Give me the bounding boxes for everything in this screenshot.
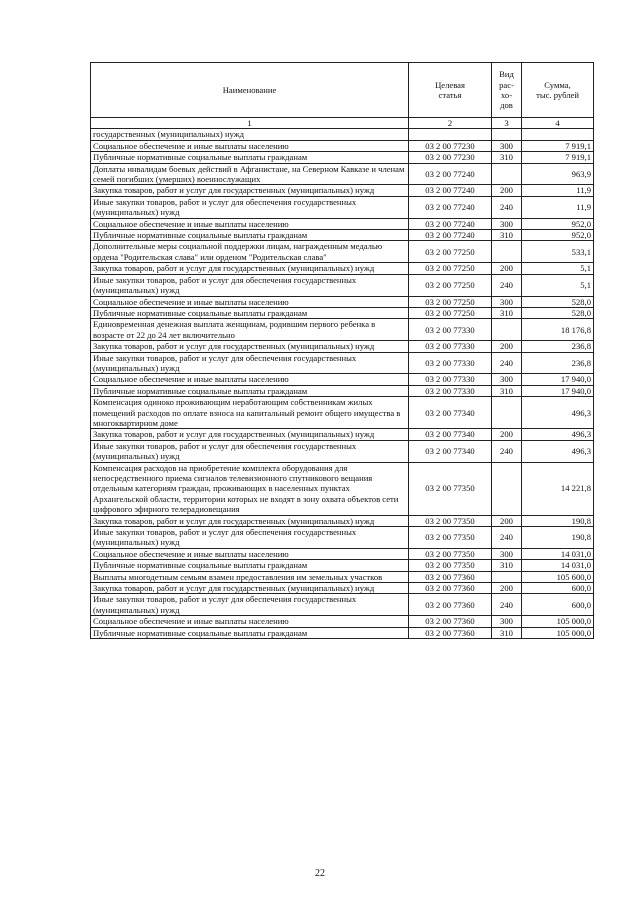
row-code-cell: 03 2 00 77350 [409,560,492,571]
row-vid-cell: 310 [492,627,522,638]
row-code-cell: 03 2 00 77360 [409,616,492,627]
row-sum-cell: 528,0 [522,296,594,307]
table-row [91,374,594,385]
row-vid-cell: 300 [492,374,522,385]
table-row [91,296,594,307]
row-vid-cell: 200 [492,185,522,196]
row-vid-cell: 240 [492,196,522,218]
row-code-cell: 03 2 00 77330 [409,374,492,385]
table-row [91,571,594,582]
table-row [91,129,594,140]
row-sum-cell [522,129,594,140]
table-row [91,352,594,374]
table-row [91,218,594,229]
table-row [91,429,594,440]
row-name-cell: Социальное обеспечение и иные выплаты населению [91,374,409,385]
header-name: Наименование [91,63,409,118]
row-vid-cell [492,571,522,582]
table-row [91,397,594,429]
table-row [91,440,594,462]
column-number-row [91,118,594,129]
row-name-cell: Публичные нормативные социальные выплаты гражданам [91,385,409,396]
budget-table [90,62,594,639]
row-name-cell: Иные закупки товаров, работ и услуг для обеспечения государственных (муниципальных) нужд [91,274,409,296]
row-vid-cell [492,241,522,263]
row-sum-cell: 190,8 [522,515,594,526]
row-sum-cell: 496,3 [522,429,594,440]
row-vid-cell: 300 [492,616,522,627]
row-name-cell: Социальное обеспечение и иные выплаты населению [91,140,409,151]
row-sum-cell: 952,0 [522,230,594,241]
table-row [91,627,594,638]
row-sum-cell: 14 031,0 [522,548,594,559]
table-row [91,307,594,318]
row-vid-cell: 240 [492,352,522,374]
row-name-cell: Единовременная денежная выплата женщинам, родившим первого ребенка в возрасте от 22 до 24 лет включительно [91,319,409,341]
row-sum-cell: 952,0 [522,218,594,229]
row-vid-cell: 300 [492,140,522,151]
row-vid-cell: 240 [492,594,522,616]
row-sum-cell: 236,8 [522,352,594,374]
row-vid-cell [492,129,522,140]
table-row [91,560,594,571]
row-name-cell: Социальное обеспечение и иные выплаты населению [91,218,409,229]
table-row [91,385,594,396]
row-vid-cell: 300 [492,548,522,559]
row-vid-cell [492,163,522,185]
row-name-cell: Закупка товаров, работ и услуг для государственных (муниципальных) нужд [91,341,409,352]
row-code-cell: 03 2 00 77330 [409,341,492,352]
row-name-cell: Иные закупки товаров, работ и услуг для обеспечения государственных (муниципальных) нужд [91,440,409,462]
row-name-cell: Публичные нормативные социальные выплаты гражданам [91,230,409,241]
row-code-cell: 03 2 00 77340 [409,397,492,429]
table-row [91,196,594,218]
row-code-cell: 03 2 00 77230 [409,140,492,151]
row-name-cell: Доплаты инвалидам боевых действий в Афганистане, на Северном Кавказе и членам семей погибших (умерших) военнослужащих [91,163,409,185]
row-vid-cell: 300 [492,218,522,229]
row-code-cell: 03 2 00 77350 [409,548,492,559]
row-code-cell: 03 2 00 77240 [409,196,492,218]
column-number: 3 [492,118,522,129]
row-sum-cell: 17 940,0 [522,385,594,396]
row-vid-cell: 310 [492,230,522,241]
row-sum-cell: 11,9 [522,185,594,196]
row-code-cell: 03 2 00 77250 [409,241,492,263]
row-vid-cell: 240 [492,527,522,549]
table-body [91,129,594,639]
row-vid-cell: 310 [492,307,522,318]
row-sum-cell: 5,1 [522,263,594,274]
row-code-cell: 03 2 00 77250 [409,307,492,318]
row-sum-cell: 236,8 [522,341,594,352]
row-code-cell: 03 2 00 77330 [409,352,492,374]
row-code-cell: 03 2 00 77240 [409,185,492,196]
table-row [91,140,594,151]
row-sum-cell: 190,8 [522,527,594,549]
row-name-cell: Закупка товаров, работ и услуг для государственных (муниципальных) нужд [91,429,409,440]
header-code: Целевая статья [409,63,492,118]
header-sum: Сумма, тыс. рублей [522,63,594,118]
row-name-cell: Социальное обеспечение и иные выплаты населению [91,296,409,307]
table-row [91,616,594,627]
row-code-cell: 03 2 00 77360 [409,627,492,638]
row-sum-cell: 7 919,1 [522,140,594,151]
row-name-cell: Закупка товаров, работ и услуг для государственных (муниципальных) нужд [91,583,409,594]
table-row [91,548,594,559]
row-sum-cell: 600,0 [522,583,594,594]
row-code-cell: 03 2 00 77240 [409,230,492,241]
row-vid-cell: 200 [492,515,522,526]
table-row [91,527,594,549]
table-row [91,462,594,515]
row-name-cell: государственных (муниципальных) нужд [91,129,409,140]
row-vid-cell: 240 [492,440,522,462]
row-name-cell: Социальное обеспечение и иные выплаты населению [91,616,409,627]
table-row [91,594,594,616]
row-code-cell: 03 2 00 77360 [409,571,492,582]
row-code-cell: 03 2 00 77250 [409,274,492,296]
table-row [91,241,594,263]
row-sum-cell: 5,1 [522,274,594,296]
row-name-cell: Публичные нормативные социальные выплаты гражданам [91,152,409,163]
row-sum-cell: 18 176,8 [522,319,594,341]
row-vid-cell: 310 [492,152,522,163]
row-sum-cell: 17 940,0 [522,374,594,385]
table-row [91,185,594,196]
row-sum-cell: 533,1 [522,241,594,263]
row-code-cell: 03 2 00 77350 [409,527,492,549]
table-row [91,583,594,594]
row-vid-cell: 310 [492,560,522,571]
row-sum-cell: 105 600,0 [522,571,594,582]
table-row [91,152,594,163]
row-name-cell: Публичные нормативные социальные выплаты гражданам [91,307,409,318]
row-sum-cell: 105 000,0 [522,616,594,627]
row-code-cell: 03 2 00 77350 [409,462,492,515]
page-number: 22 [315,868,325,879]
row-vid-cell: 200 [492,341,522,352]
row-code-cell: 03 2 00 77240 [409,163,492,185]
row-sum-cell: 496,3 [522,397,594,429]
row-code-cell: 03 2 00 77240 [409,218,492,229]
column-number: 2 [409,118,492,129]
row-name-cell: Компенсация расходов на приобретение комплекта оборудования для непосредственного приема сигналов телевизионного спутникового вещания отдельным категориям граждан, проживающих в населенных пунктах Архангельской области, территории которых не входят в зону охвата объектов сети цифрового эфирного телерадиовещания [91,462,409,515]
row-sum-cell: 11,9 [522,196,594,218]
table-row [91,341,594,352]
table-row [91,163,594,185]
table-row [91,230,594,241]
row-sum-cell: 528,0 [522,307,594,318]
row-code-cell: 03 2 00 77350 [409,515,492,526]
row-code-cell: 03 2 00 77340 [409,429,492,440]
row-sum-cell: 7 919,1 [522,152,594,163]
row-name-cell: Компенсация одиноко проживающим неработающим собственникам жилых помещений расходов по оплате взноса на капитальный ремонт общего имущества в многоквартирном доме [91,397,409,429]
row-code-cell: 03 2 00 77250 [409,296,492,307]
row-name-cell: Выплаты многодетным семьям взамен предоставления им земельных участков [91,571,409,582]
row-vid-cell [492,319,522,341]
table-row [91,263,594,274]
row-vid-cell [492,462,522,515]
row-name-cell: Публичные нормативные социальные выплаты гражданам [91,560,409,571]
row-vid-cell: 240 [492,274,522,296]
row-sum-cell: 105 000,0 [522,627,594,638]
row-name-cell: Иные закупки товаров, работ и услуг для обеспечения государственных (муниципальных) нужд [91,594,409,616]
column-number: 4 [522,118,594,129]
row-vid-cell: 200 [492,583,522,594]
row-code-cell: 03 2 00 77340 [409,440,492,462]
row-code-cell [409,129,492,140]
row-vid-cell: 200 [492,263,522,274]
row-sum-cell: 963,9 [522,163,594,185]
row-sum-cell: 600,0 [522,594,594,616]
table-row [91,515,594,526]
row-name-cell: Закупка товаров, работ и услуг для государственных (муниципальных) нужд [91,263,409,274]
row-code-cell: 03 2 00 77230 [409,152,492,163]
column-number: 1 [91,118,409,129]
header-vid: Вид рас- хо- дов [492,63,522,118]
row-code-cell: 03 2 00 77360 [409,594,492,616]
row-sum-cell: 496,3 [522,440,594,462]
row-name-cell: Дополнительные меры социальной поддержки лицам, награжденным медалью ордена "Родительская слава" или орденом "Родительская слава" [91,241,409,263]
row-vid-cell: 310 [492,385,522,396]
table-row [91,274,594,296]
header-row [91,63,594,118]
row-sum-cell: 14 221,8 [522,462,594,515]
row-vid-cell: 300 [492,296,522,307]
row-name-cell: Закупка товаров, работ и услуг для государственных (муниципальных) нужд [91,515,409,526]
row-name-cell: Закупка товаров, работ и услуг для государственных (муниципальных) нужд [91,185,409,196]
row-name-cell: Социальное обеспечение и иные выплаты населению [91,548,409,559]
row-code-cell: 03 2 00 77360 [409,583,492,594]
table-row [91,319,594,341]
row-vid-cell: 200 [492,429,522,440]
row-name-cell: Иные закупки товаров, работ и услуг для обеспечения государственных (муниципальных) нужд [91,527,409,549]
row-name-cell: Иные закупки товаров, работ и услуг для обеспечения государственных (муниципальных) нужд [91,352,409,374]
table-header [91,63,594,129]
row-name-cell: Публичные нормативные социальные выплаты гражданам [91,627,409,638]
row-code-cell: 03 2 00 77330 [409,319,492,341]
row-code-cell: 03 2 00 77330 [409,385,492,396]
row-name-cell: Иные закупки товаров, работ и услуг для обеспечения государственных (муниципальных) нужд [91,196,409,218]
row-sum-cell: 14 031,0 [522,560,594,571]
row-vid-cell [492,397,522,429]
row-code-cell: 03 2 00 77250 [409,263,492,274]
